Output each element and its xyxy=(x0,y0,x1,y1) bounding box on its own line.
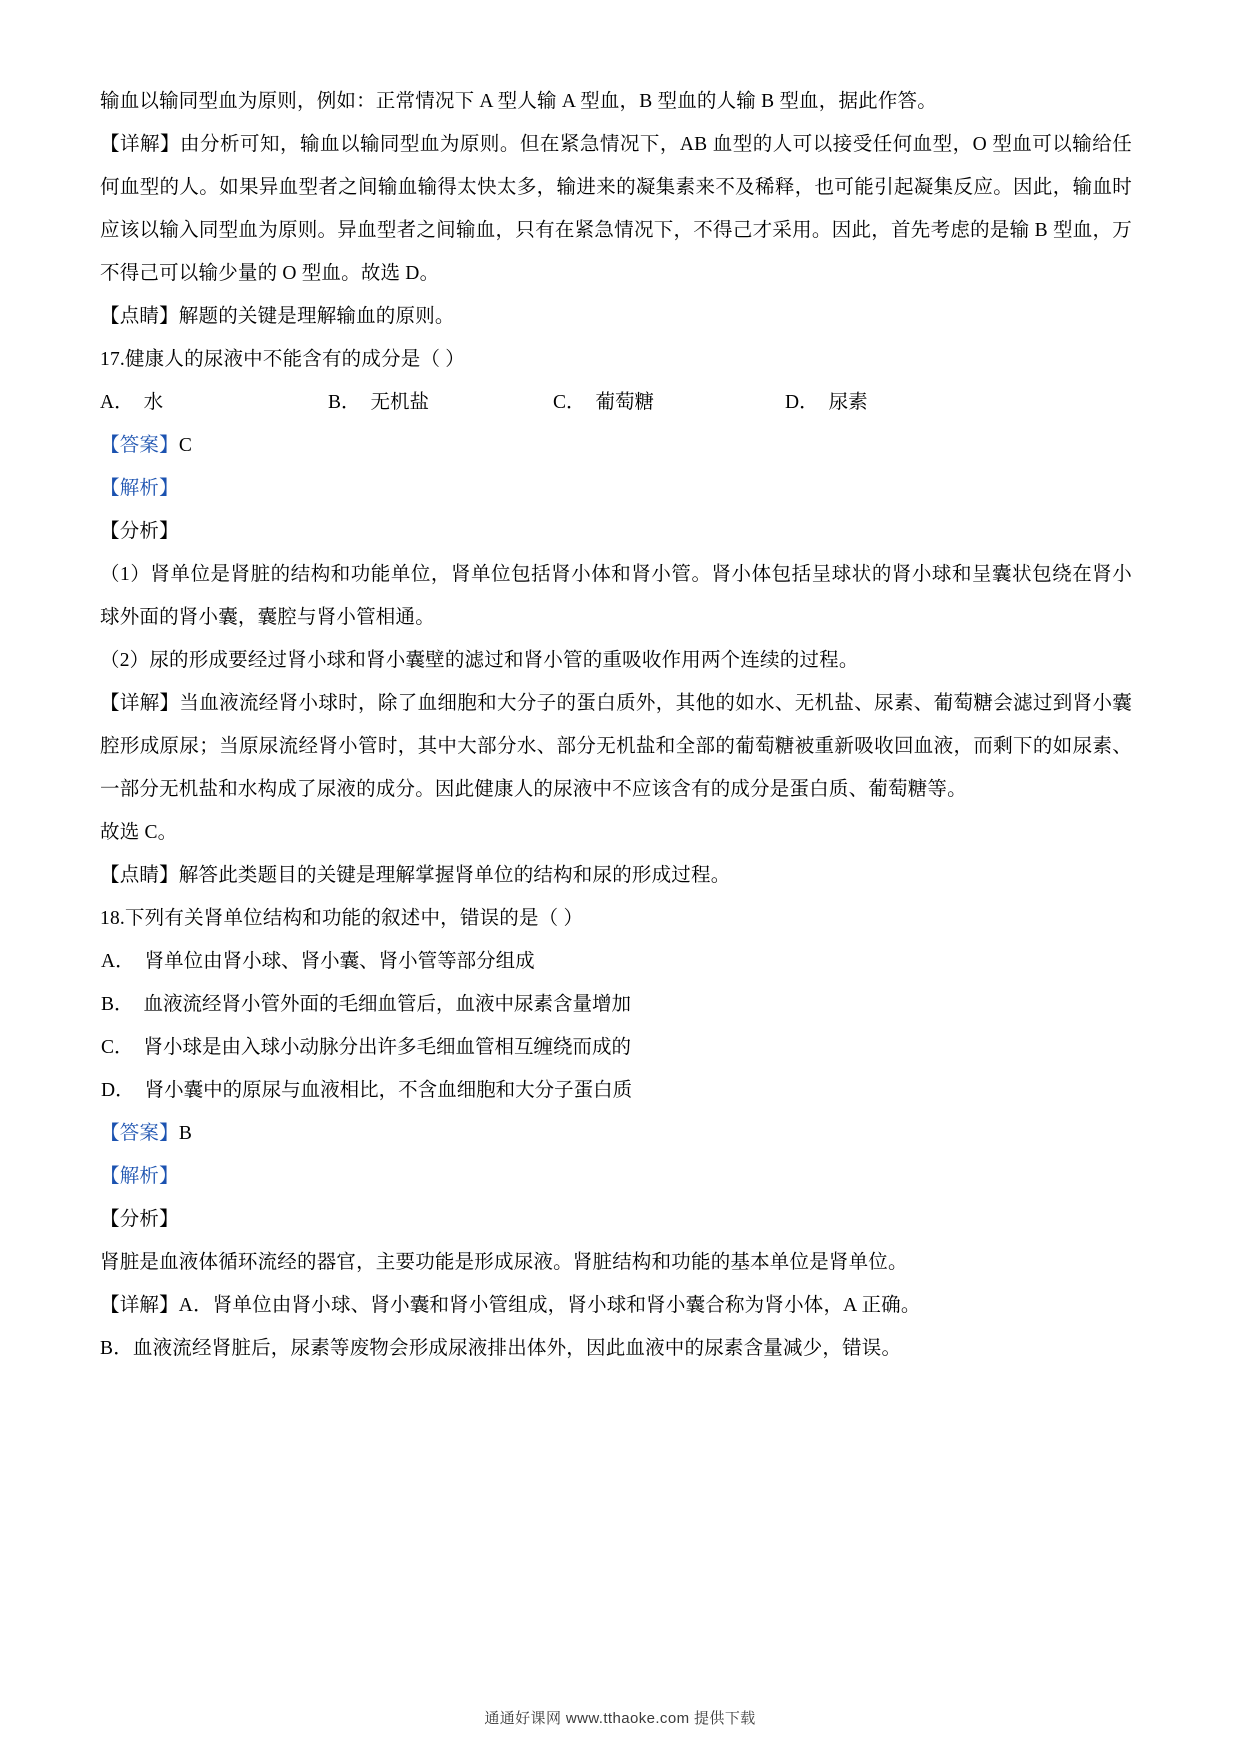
question-18-stem: 18.下列有关肾单位结构和功能的叙述中，错误的是（ ） xyxy=(100,908,584,929)
paragraph-detail-16: 【详解】由分析可知，输血以输同型血为原则。但在紧急情况下，AB 血型的人可以接受任何血型，O 型血可以输给任何血型的人。如果异血型者之间输血输得太快太多，输进来的凝集素来不及稀释，也可能引起凝集反应。因此，输血时应该以输入同型血为原则。异血型者之间输血，只有在紧急情况下，不得己才采用。因此，首先考虑的是输 B 型血，万不得己可以输少量的 O 型血。故选 D。 xyxy=(100,134,1132,284)
option-17-a-letter: A． xyxy=(100,392,134,413)
answer-18-value: B xyxy=(178,1123,193,1144)
answer-17-value: C xyxy=(178,435,193,456)
question-18-options xyxy=(100,940,1132,1112)
question-17-options xyxy=(100,381,1132,424)
analysis-label-18: 【解析】 xyxy=(100,1166,179,1187)
paragraph-detail-18-a: 【详解】A．肾单位由肾小球、肾小囊和肾小管组成，肾小球和肾小囊合称为肾小体，A 正确。 xyxy=(100,1295,921,1316)
option-17-c-letter: C． xyxy=(553,392,586,413)
option-18-d xyxy=(100,1069,1132,1112)
answer-choice-17: 故选 C。 xyxy=(100,822,178,843)
analysis-label-17: 【解析】 xyxy=(100,478,179,499)
option-17-a-text: 水 xyxy=(143,392,164,413)
paragraph-detail-18-b: B．血液流经肾脏后，尿素等废物会形成尿液排出体外，因此血液中的尿素含量减少，错误。 xyxy=(100,1338,902,1359)
option-18-c-letter: C． xyxy=(101,1037,134,1058)
analysis-heading-18: 【分析】 xyxy=(100,1209,179,1230)
answer-18-label: 【答案】 xyxy=(100,1123,179,1144)
paragraph-analysis-intro: 输血以输同型血为原则，例如：正常情况下 A 型人输 A 型血，B 型血的人输 B 型血，据此作答。 xyxy=(100,91,937,112)
option-17-d-letter: D． xyxy=(785,392,819,413)
analysis-heading-17: 【分析】 xyxy=(100,521,179,542)
analysis-17-point-2: （2）尿的形成要经过肾小球和肾小囊壁的滤过和肾小管的重吸收作用两个连续的过程。 xyxy=(100,650,859,671)
option-18-b-text: 血液流经肾小管外面的毛细血管后，血液中尿素含量增加 xyxy=(143,994,632,1015)
option-17-c xyxy=(553,381,785,424)
option-18-d-text: 肾小囊中的原尿与血液相比，不含血细胞和大分子蛋白质 xyxy=(144,1080,633,1101)
answer-17-label: 【答案】 xyxy=(100,435,179,456)
option-18-a-text: 肾单位由肾小球、肾小囊、肾小管等部分组成 xyxy=(144,951,535,972)
page-footer: 通通好课网 www.tthaoke.com 提供下载 xyxy=(484,1710,756,1727)
question-17-stem: 17.健康人的尿液中不能含有的成分是（ ） xyxy=(100,349,465,370)
option-18-b xyxy=(100,983,1132,1026)
option-17-d xyxy=(785,381,868,424)
paragraph-detail-17: 【详解】当血液流经肾小球时，除了血细胞和大分子的蛋白质外，其他的如水、无机盐、尿素、葡萄糖会滤过到肾小囊腔形成原尿；当原尿流经肾小管时，其中大部分水、部分无机盐和全部的葡萄糖被重新吸收回血液，而剩下的如尿素、一部分无机盐和水构成了尿液的成分。因此健康人的尿液中不应该含有的成分是蛋白质、葡萄糖等。 xyxy=(100,693,1132,800)
analysis-18-body: 肾脏是血液体循环流经的器官，主要功能是形成尿液。肾脏结构和功能的基本单位是肾单位。 xyxy=(100,1252,908,1273)
answer-17 xyxy=(100,424,1132,467)
option-17-b-letter: B． xyxy=(328,392,361,413)
option-17-b-text: 无机盐 xyxy=(370,392,430,413)
option-18-a-letter: A． xyxy=(101,951,135,972)
option-17-d-text: 尿素 xyxy=(828,392,868,413)
option-17-a xyxy=(100,381,328,424)
option-18-d-letter: D． xyxy=(101,1080,135,1101)
paragraph-keypoint-17: 【点睛】解答此类题目的关键是理解掌握肾单位的结构和尿的形成过程。 xyxy=(100,865,731,886)
option-18-a xyxy=(100,940,1132,983)
option-17-b xyxy=(328,381,553,424)
option-18-c-text: 肾小球是由入球小动脉分出许多毛细血管相互缠绕而成的 xyxy=(143,1037,632,1058)
analysis-17-point-1: （1）肾单位是肾脏的结构和功能单位，肾单位包括肾小体和肾小管。肾小体包括呈球状的肾小球和呈囊状包绕在肾小球外面的肾小囊，囊腔与肾小管相通。 xyxy=(100,564,1132,628)
answer-18 xyxy=(100,1112,1132,1155)
paragraph-keypoint-16: 【点睛】解题的关键是理解输血的原则。 xyxy=(100,306,455,327)
option-17-c-text: 葡萄糖 xyxy=(595,392,655,413)
option-18-b-letter: B． xyxy=(101,994,134,1015)
option-18-c xyxy=(100,1026,1132,1069)
